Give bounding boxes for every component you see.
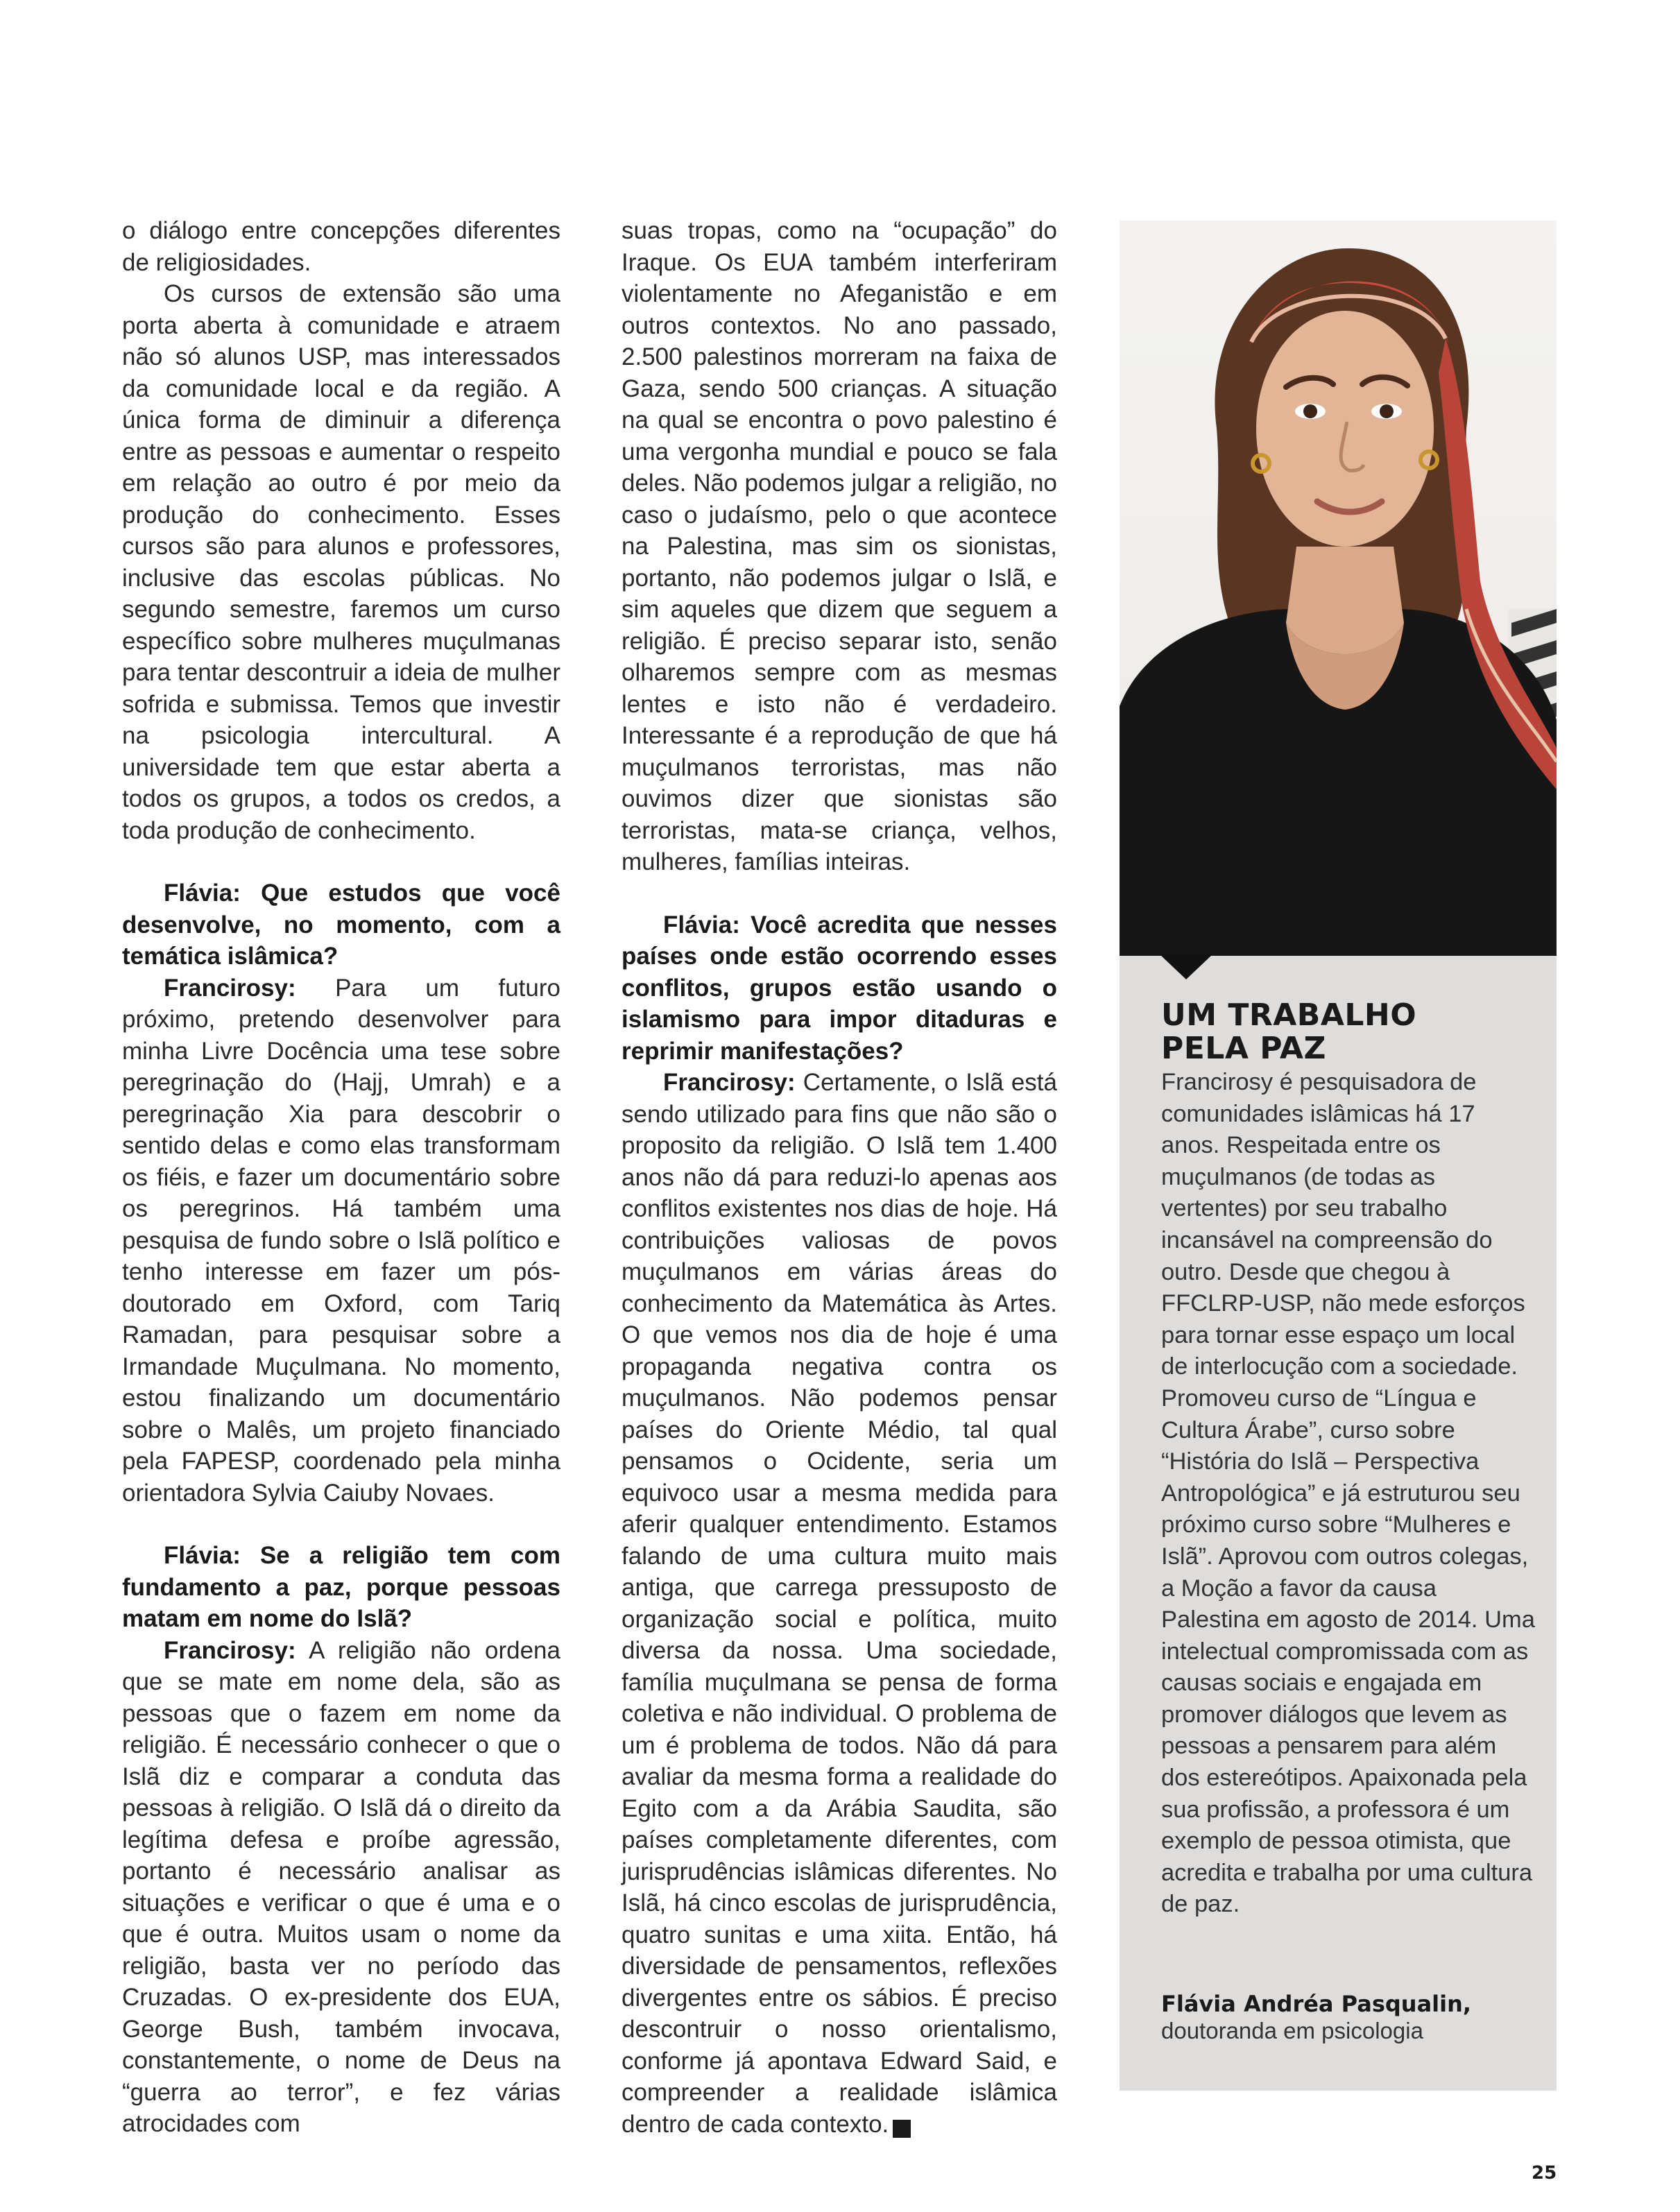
- interview-answer: [122, 972, 560, 1509]
- body-paragraph: o diálogo entre concepções diferentes de religiosidades.: [122, 217, 560, 276]
- portrait-photo: [1120, 221, 1557, 956]
- answer-text: A religião não ordena que se mate em nome dela, são as pessoas que o fazem em nome da religião. É necessário conhecer o que o Islã diz e comparar a conduta das pessoas à religião. O Islã dá o direito da legítima defesa e proíbe agressão, portanto é necessário analisar as situações e verificar o que é uma e o que é outra. Muitos usam o nome da religião, basta ver no período das Cruzadas. O ex-presidente dos EUA, George Bush, também invocava, constantemente, o nome de Deus na “guerra ao terror”, e fez várias atrocidades com: [122, 1636, 560, 2137]
- interview-question: Flávia: Você acredita que nesses países onde estão ocorrendo esses conflitos, grupos estão usando o islamismo para impor ditaduras e reprimir manifestações?: [622, 911, 1057, 1065]
- article-column-middle: [622, 215, 1057, 2140]
- speaker-name: Francirosy:: [164, 974, 296, 1002]
- speaker-name: Francirosy:: [164, 1636, 296, 1664]
- end-of-article-icon: r: [893, 2120, 911, 2138]
- sidebar-author: Flávia Andréa Pasqualin,: [1161, 1991, 1472, 2017]
- sidebar-body-text: Francirosy é pesquisadora de comunidades islâmicas há 17 anos. Respeitada entre os muçulmanos (de todas as vertentes) por seu trabalho incansável na compreensão do outro. Desde que chegou à FFCLRP-USP, não mede esforços para tornar esse espaço um local de interlocução com a sociedade. Promoveu curso de “Língua e Cultura Árabe”, curso sobre “História do Islã – Perspectiva Antropológica” e já estruturou seu próximo curso sobre “Mulheres e Islã”. Aprovou com outros colegas, a Moção a favor da causa Palestina em agosto de 2014. Uma intelectual compromissada com as causas sociais e engajada em promover diálogos que levem as pessoas a pensarem para além dos estereótipos. Apaixonada pela sua profissão, a professora é um exemplo de pessoa otimista, que acredita e trabalha por uma cultura de paz.: [1161, 1069, 1535, 1918]
- interview-answer: [122, 1635, 560, 2140]
- interview-question: Flávia: Se a religião tem com fundamento a paz, porque pessoas matam em nome do Islã?: [122, 1542, 560, 1632]
- body-paragraph: Os cursos de extensão são uma porta aberta à comunidade e atraem não só alunos USP, mas interessados da comunidade local e da região. A única forma de diminuir a diferença entre as pessoas e aumentar o respeito em relação ao outro é por meio da produção do conhecimento. Esses cursos são para alunos e professores, inclusive das escolas públicas. No segundo semestre, faremos um curso específico sobre mulheres muçulmanas para tentar descontruir a ideia de mulher sofrida e submissa. Temos que investir na psicologia intercultural. A universidade tem que estar aberta a todos os grupos, a todos os credos, a toda produção de conhecimento.: [122, 280, 560, 844]
- answer-text: Certamente, o Islã está sendo utilizado para fins que não são o proposito da religião. O Islã tem 1.400 anos não dá para reduzi-lo apenas aos conflitos existentes nos dias de hoje. Há contribuições valiosas de povos muçulmanos em várias áreas do conhecimento da Matemática às Artes. O que vemos nos dia de hoje é uma propaganda negativa contra os muçulmanos. Não podemos pensar países do Oriente Médio, tal qual pensamos o Ocidente, seria um equivoco usar a mesma medida para aferir qualquer entendimento. Estamos falando de uma cultura muito mais antiga, que carrega pressuposto de organização social e política, muito diversa da nossa. Uma sociedade, família muçulmana se pensa de forma coletiva e não individual. O problema de um é problema de todos. Não dá para avaliar da mesma forma a realidade do Egito com a da Arábia Saudita, são países completamente diferentes, com jurisprudências islâmicas diferentes. No Islã, há cinco escolas de jurisprudência, quatro sunitas e uma xiita. Então, há diversidade de pensamentos, reflexões divergentes entre os sábios. É preciso descontruir o nosso orientalismo, conforme já apontava Edward Said, e compreender a realidade islâmica dentro de cada contexto.: [622, 1069, 1057, 2138]
- interview-question: Flávia: Que estudos que você desenvolve, no momento, com a temática islâmica?: [122, 880, 560, 970]
- interview-answer: [622, 1067, 1057, 2140]
- body-paragraph: suas tropas, como na “ocupação” do Iraque. Os EUA também interferiram violentamente no Afeganistão e em outros contextos. No ano passado, 2.500 palestinos morreram na faixa de Gaza, sendo 500 crianças. A situação na qual se encontra o povo palestino é uma vergonha mundial e pouco se fala deles. Não podemos julgar a religião, no caso o judaísmo, pelo o que acontece na Palestina, mas sim os sionistas, portanto, não podemos julgar o Islã, e sim aqueles que dizem que seguem a religião. É preciso separar isto, senão olharemos sempre com as mesmas lentes e isto não é verdadeiro. Interessante é a reprodução de que há muçulmanos terroristas, mas não ouvimos dizer que sionistas são terroristas, mata-se criança, velhos, mulheres, famílias inteiras.: [622, 217, 1057, 875]
- portrait-illustration: [1120, 221, 1557, 956]
- sidebar-title-line: PELA PAZ: [1161, 1031, 1326, 1066]
- answer-text: Para um futuro próximo, pretendo desenvolver para minha Livre Docência uma tese sobre peregrinação do (Hajj, Umrah) e a peregrinação Xia para descobrir o sentido delas e como elas transformam os fiéis, e fazer um documentário sobre os peregrinos. Há também uma pesquisa de fundo sobre o Islã político e tenho interesse em fazer um pós-doutorado em Oxford, com Tariq Ramadan, para pesquisar sobre a Irmandade Muçulmana. No momento, estou finalizando um documentário sobre o Malês, um projeto financiado pela FAPESP, coordenado pela minha orientadora Sylvia Caiuby Novaes.: [122, 974, 560, 1507]
- sidebar-title-line: UM TRABALHO: [1161, 997, 1417, 1033]
- sidebar-title: [1161, 999, 1536, 1065]
- sidebar-author-role: doutoranda em psicologia: [1161, 2018, 1423, 2043]
- caption-pointer-icon: [1160, 954, 1212, 979]
- page-number: 25: [1532, 2163, 1557, 2184]
- speaker-name: Francirosy:: [663, 1069, 796, 1096]
- article-column-left: [122, 215, 560, 2140]
